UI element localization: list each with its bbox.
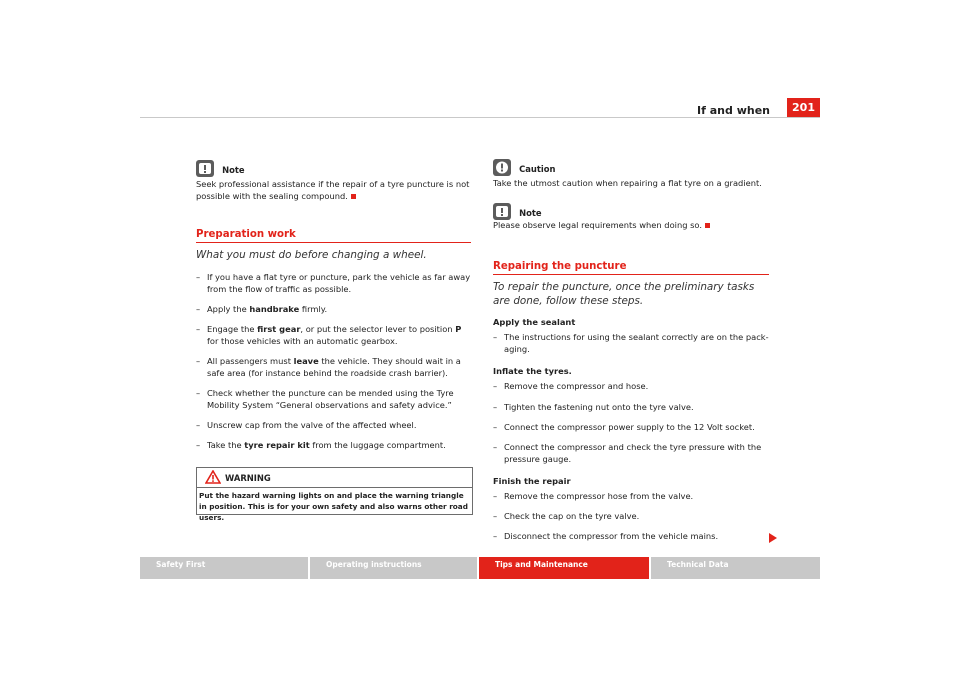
- end-mark-icon: [351, 194, 356, 199]
- note-icon: [493, 203, 511, 220]
- list-item: – Disconnect the compressor from the vehicle mains.: [493, 531, 719, 541]
- note-label: Note: [519, 208, 542, 218]
- list-item: – Remove the compressor hose from the valve.: [493, 491, 694, 501]
- list-item: – Take the tyre repair kit from the luggage compartment.: [196, 440, 446, 450]
- note-label: Note: [222, 165, 245, 175]
- caution-text: Take the utmost caution when repairing a flat tyre on a gradient.: [493, 178, 762, 188]
- list-item: – Connect the compressor and check the tyre pressure with the pressure gauge.: [493, 442, 762, 465]
- list-item: – All passengers must leave the vehicle. They should wait in a safe area (for instance behind the roadside crash barrier).: [196, 356, 461, 379]
- list-item: – Check whether the puncture can be mended using the Tyre Mobility System “General observations and safety advice.”: [196, 388, 454, 411]
- warning-label: WARNING: [225, 473, 271, 483]
- section-title-preparation: Preparation work: [196, 229, 296, 240]
- footer-tab-operating-instructions[interactable]: Operating instructions: [310, 557, 477, 579]
- warning-text: Put the hazard warning lights on and place the warning triangle in position. This is for your own safety and also warns other road users.: [199, 491, 468, 522]
- list-item: – Unscrew cap from the valve of the affected wheel.: [196, 420, 417, 430]
- section-subtitle: To repair the puncture, once the preliminary tasks are done, follow these steps.: [493, 281, 755, 307]
- list-item: – The instructions for using the sealant correctly are on the pack-aging.: [493, 332, 769, 355]
- next-page-arrow-icon[interactable]: [768, 532, 778, 544]
- list-item: – Tighten the fastening nut onto the tyre valve.: [493, 402, 694, 412]
- group-heading: Inflate the tyres.: [493, 366, 572, 376]
- list-item: – Remove the compressor and hose.: [493, 381, 649, 391]
- group-heading: Apply the sealant: [493, 317, 576, 327]
- caution-block: [493, 157, 555, 176]
- footer-tab-safety-first[interactable]: Safety First: [140, 557, 308, 579]
- page-number: 201: [787, 98, 820, 118]
- page-header-title: If and when: [697, 104, 770, 117]
- note-text: Seek professional assistance if the repair of a tyre puncture is not possible with the sealing compound.: [196, 179, 470, 202]
- group-heading: Finish the repair: [493, 476, 571, 486]
- note-icon: [196, 160, 214, 177]
- header-rule: [140, 117, 820, 118]
- section-subtitle: What you must do before changing a wheel.: [196, 249, 427, 261]
- caution-icon: [493, 159, 511, 176]
- list-item: – If you have a flat tyre or puncture, park the vehicle as far away from the flow of traffic as possible.: [196, 272, 471, 295]
- warning-triangle-icon: [205, 470, 221, 484]
- caution-label: Caution: [519, 164, 556, 174]
- note-block: [493, 201, 542, 220]
- section-title-repair: Repairing the puncture: [493, 261, 627, 272]
- note-block: [196, 158, 245, 177]
- warning-box: [196, 467, 473, 522]
- note-text: Please observe legal requirements when doing so.: [493, 219, 769, 231]
- list-item: – Connect the compressor power supply to the 12 Volt socket.: [493, 422, 755, 432]
- list-item: – Apply the handbrake firmly.: [196, 304, 328, 314]
- list-item: – Check the cap on the tyre valve.: [493, 511, 640, 521]
- footer-tab-technical-data[interactable]: Technical Data: [651, 557, 820, 579]
- end-mark-icon: [705, 223, 710, 228]
- section-rule: [493, 274, 769, 275]
- footer-tab-tips-and-maintenance[interactable]: Tips and Maintenance: [479, 557, 649, 579]
- list-item: – Engage the first gear, or put the selector lever to position P for those vehicles with an automatic gearbox.: [196, 324, 462, 347]
- section-rule: [196, 242, 471, 243]
